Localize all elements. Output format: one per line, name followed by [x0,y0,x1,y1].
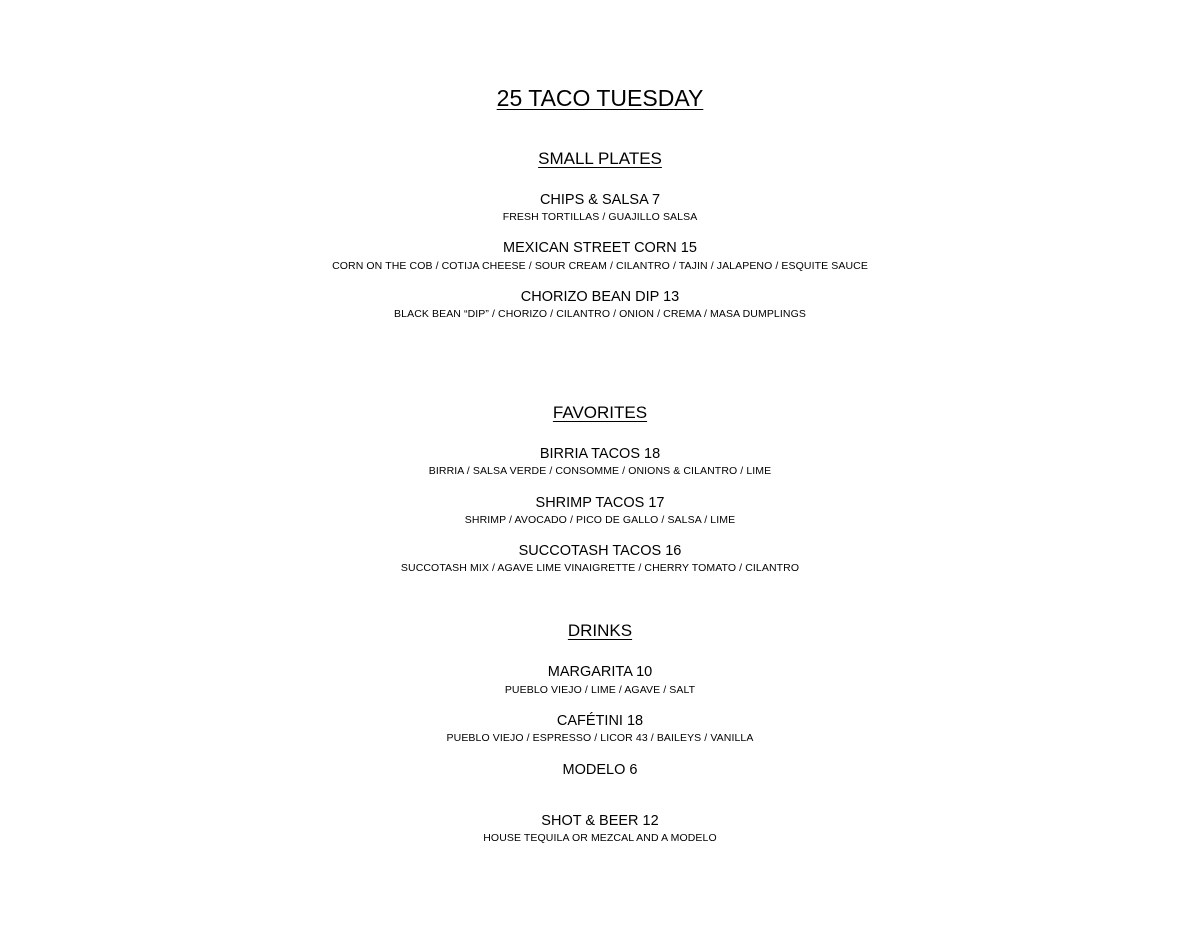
menu-item-name: CHORIZO BEAN DIP 13 [520,289,680,305]
menu-item-description: BLACK BEAN “DIP” / CHORIZO / CILANTRO / ONION / CREMA / MASA DUMPLINGS [394,308,806,320]
menu-item-description: FRESH TORTILLAS / GUAJILLO SALSA [502,211,698,223]
menu-item-description: PUEBLO VIEJO / ESPRESSO / LICOR 43 / BAILEYS / VANILLA [446,732,754,744]
menu-item-name: MEXICAN STREET CORN 15 [503,240,697,256]
menu-item-name: MODELO 6 [562,762,638,778]
section-title-small-plates: SMALL PLATES [538,149,662,168]
menu-item-description: BIRRIA / SALSA VERDE / CONSOMME / ONIONS & CILANTRO / LIME [428,465,772,477]
menu-item-name: SHRIMP TACOS 17 [535,495,665,511]
menu-title: 25 TACO TUESDAY [496,85,704,111]
menu-item-name: SHOT & BEER 12 [541,813,659,829]
menu-item-description: SHRIMP / AVOCADO / PICO DE GALLO / SALSA / LIME [464,514,736,526]
menu-item-name: BIRRIA TACOS 18 [539,446,661,462]
section-title-favorites: FAVORITES [552,403,648,422]
menu-item-description: PUEBLO VIEJO / LIME / AGAVE / SALT [504,684,696,696]
menu-item-name: CHIPS & SALSA 7 [539,192,661,208]
menu-item-description: HOUSE TEQUILA OR MEZCAL AND A MODELO [483,832,717,844]
menu-item-description: CORN ON THE COB / COTIJA CHEESE / SOUR CREAM / CILANTRO / TAJIN / JALAPENO / ESQUITE SAUCE [332,260,868,272]
section-title-drinks: DRINKS [567,621,633,640]
menu-item-name: SUCCOTASH TACOS 16 [518,543,682,559]
menu-item-name: CAFÉTINI 18 [556,713,644,729]
menu-item-name: MARGARITA 10 [547,664,653,680]
menu-item-description: SUCCOTASH MIX / AGAVE LIME VINAIGRETTE / CHERRY TOMATO / CILANTRO [400,562,800,574]
